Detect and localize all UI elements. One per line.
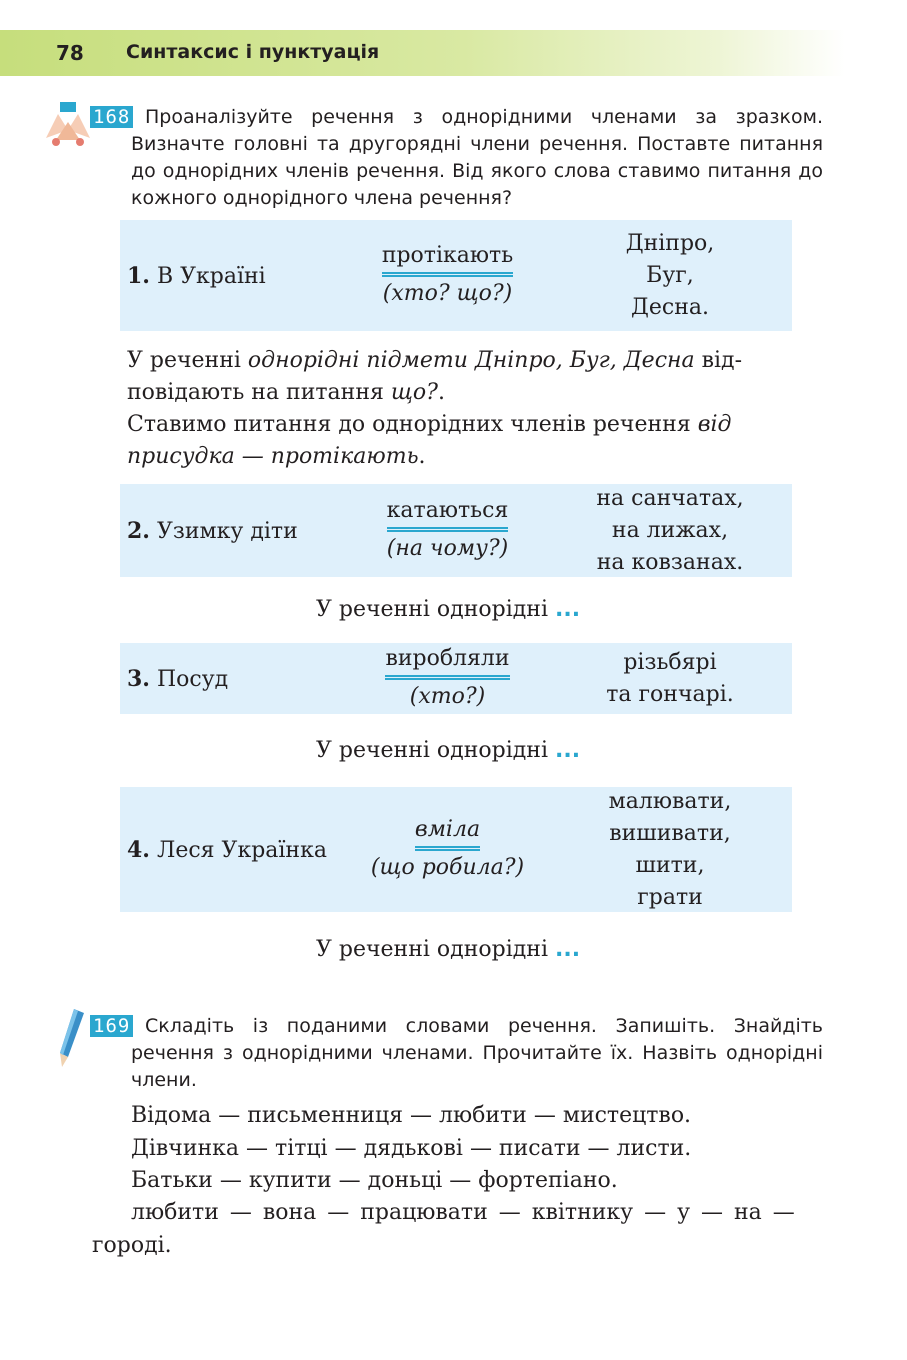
answer-text: У реченні однорідні xyxy=(316,738,548,763)
explanation-text: повідають на питання xyxy=(127,380,391,405)
pencil-icon xyxy=(56,1007,88,1069)
homogeneous-member: малювати, xyxy=(608,788,732,814)
homogeneous-member: та гончарі. xyxy=(606,681,734,707)
predicate-text: протікають xyxy=(382,242,513,277)
question-text: (хто?) xyxy=(409,684,486,709)
example-box xyxy=(120,643,792,714)
example-number: 2. xyxy=(127,517,150,544)
example-box xyxy=(120,220,792,331)
ellipsis: ... xyxy=(554,937,581,962)
word-line: любити — вона — працювати — квітнику — у — на — xyxy=(131,1200,795,1225)
ellipsis: ... xyxy=(554,738,581,763)
example-number: 3. xyxy=(127,665,150,692)
example-box xyxy=(120,484,792,577)
word-line: городі. xyxy=(92,1233,172,1258)
homogeneous-member: шити, xyxy=(635,852,705,878)
ellipsis: ... xyxy=(554,597,581,622)
subject-text: В Україні xyxy=(156,263,266,289)
answer-text: У реченні однорідні xyxy=(316,937,548,962)
answer-prompt xyxy=(316,937,580,962)
subject-text: Леся Українка xyxy=(156,837,327,863)
homogeneous-member: грати xyxy=(637,884,703,910)
word-line: Відома — письменниця — любити — мистецтво. xyxy=(131,1103,692,1128)
homogeneous-member: на санчатах, xyxy=(596,485,744,511)
homogeneous-member: вишивати, xyxy=(609,820,731,846)
homogeneous-member: різьбярі xyxy=(623,649,717,675)
predicate-text: виробляли xyxy=(385,645,509,680)
explanation-italic: від xyxy=(697,412,732,437)
example-box xyxy=(120,787,792,912)
explanation-italic: присудка — протікають xyxy=(127,444,419,469)
homogeneous-member: на лижах, xyxy=(611,517,729,543)
explanation-text: У реченні xyxy=(127,348,248,373)
question-text: (хто? що?) xyxy=(382,281,513,306)
answer-prompt xyxy=(316,738,580,763)
predicate-text: вміла xyxy=(415,816,480,851)
answer-prompt xyxy=(316,597,580,622)
homogeneous-member: на ковзанах. xyxy=(596,549,744,575)
answer-text: У реченні однорідні xyxy=(316,597,548,622)
page-number: 78 xyxy=(56,41,84,65)
homogeneous-member: Буг, xyxy=(646,262,694,288)
explanation-text: . xyxy=(418,444,426,469)
question-text: (що робила?) xyxy=(370,855,525,880)
task-text: Проаналізуйте речення з однорідними членами за зразком. Визначте головні та другорядні члени речення. Поставте питання до однорідних членів речення. Від якого слова ставимо питання до кожного однорідного члена речення? xyxy=(131,106,823,209)
predicate-text: катаються xyxy=(387,497,509,532)
subject-text: Посуд xyxy=(156,666,229,692)
example-number: 4. xyxy=(127,836,150,863)
homogeneous-member: Десна. xyxy=(631,294,709,320)
section-title: Синтаксис і пунктуація xyxy=(126,41,380,63)
explanation-text: Ставимо питання до однорідних членів речення xyxy=(127,412,698,437)
explanation-paragraph xyxy=(127,345,787,473)
explanation-text: від- xyxy=(694,348,743,373)
task-text: Складіть із поданими словами речення. Запишіть. Знайдіть речення з однорідними членами. Прочитайте їх. Назвіть однорідні члени. xyxy=(131,1015,823,1091)
reading-hands-icon xyxy=(42,100,94,152)
subject-text: Узимку діти xyxy=(156,518,298,544)
explanation-italic: що? xyxy=(390,380,438,405)
exercise-number: 169 xyxy=(90,1015,133,1037)
explanation-text: . xyxy=(437,380,445,405)
word-line: Дівчинка — тітці — дядькові — писати — листи. xyxy=(131,1136,692,1161)
explanation-italic: однорідні підмети Дніпро, Буг, Десна xyxy=(247,348,695,373)
exercise-number: 168 xyxy=(90,106,133,128)
question-text: (на чому?) xyxy=(386,536,509,561)
example-number: 1. xyxy=(127,262,150,289)
homogeneous-member: Дніпро, xyxy=(625,230,715,256)
word-line: Батьки — купити — доньці — фортепіано. xyxy=(131,1168,618,1193)
